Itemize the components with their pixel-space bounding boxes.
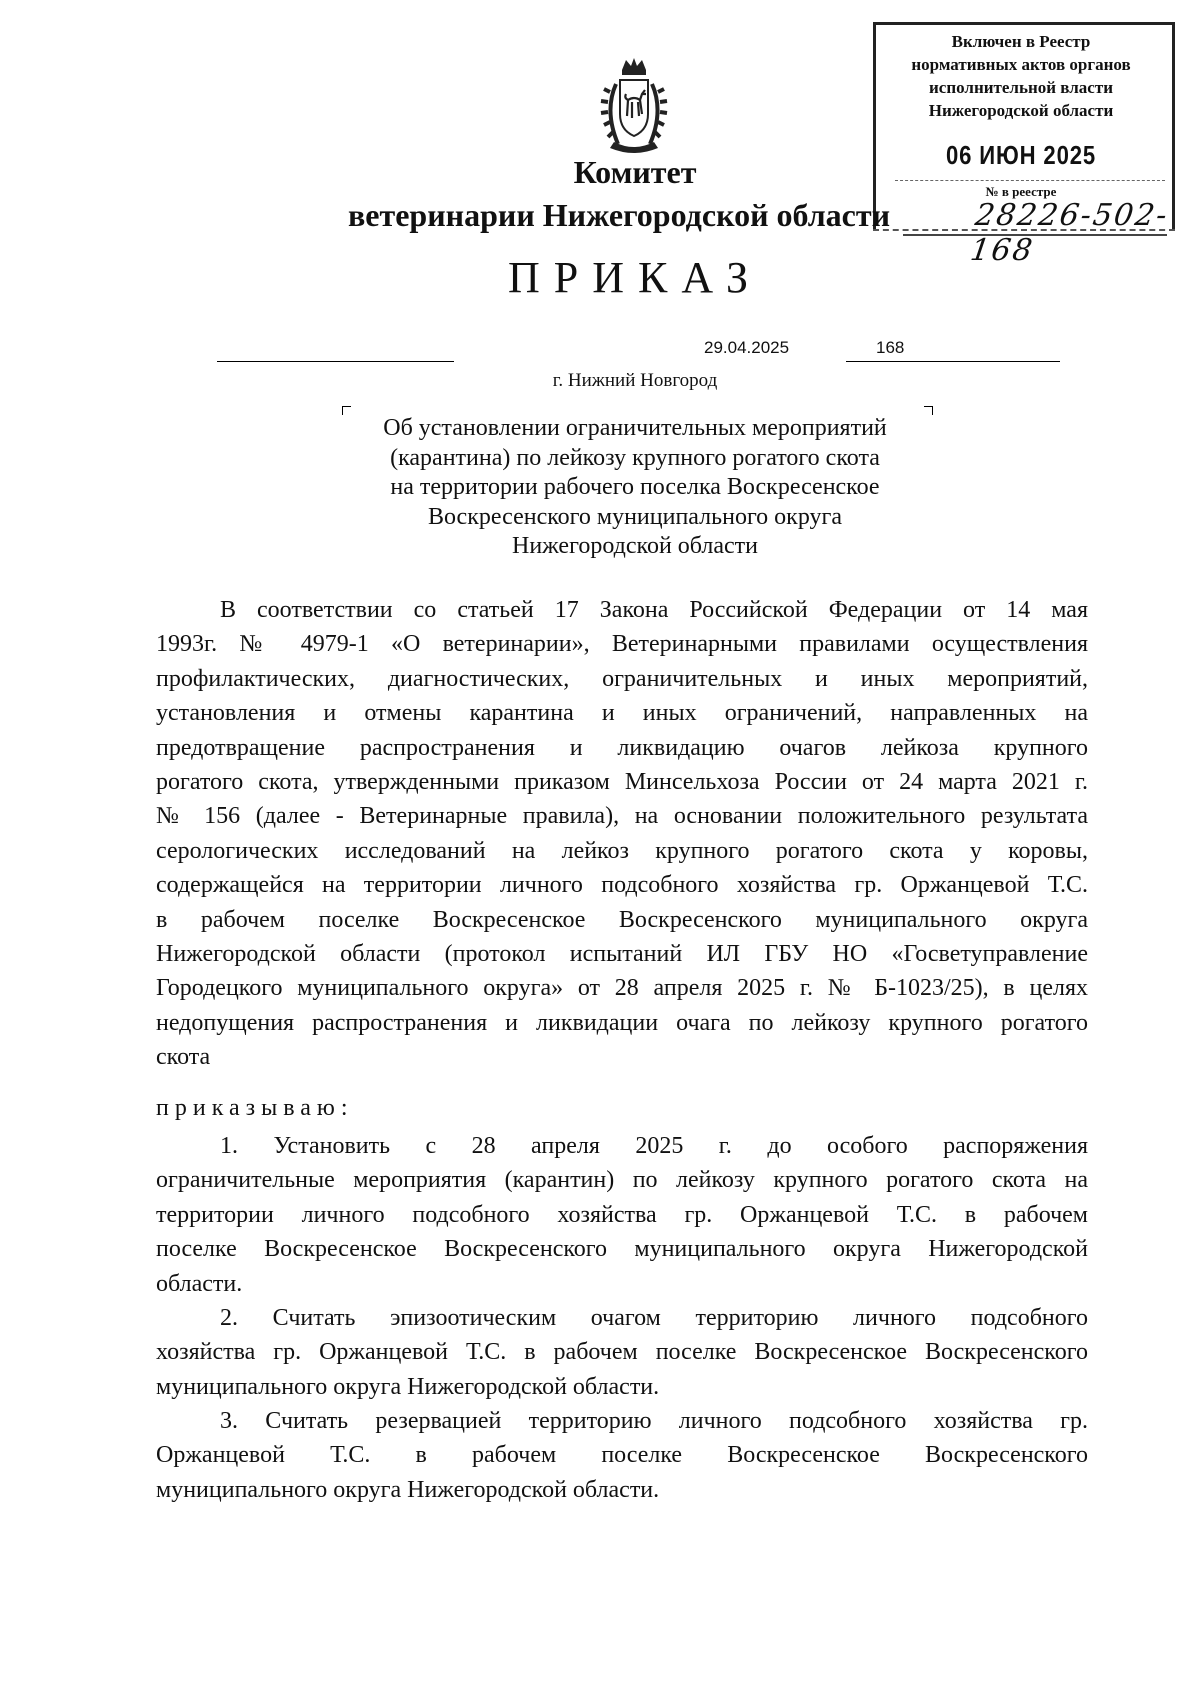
preamble-line: Городецкого муниципального округа» от 28 апреля 2025 г. № Б-1023/25), в целях <box>156 975 1088 1002</box>
order-item-1 <box>156 1129 1088 1301</box>
item-line: 2. Считать эпизоотическим очагом территорию личного подсобного <box>220 1305 1088 1331</box>
order-item-2 <box>156 1301 1088 1404</box>
document-number: 168 <box>876 338 905 357</box>
preamble-line: серологических исследований на лейкоз крупного рогатого скота у коровы, <box>156 837 1088 864</box>
stamp-registry-label: № в реестре <box>985 184 1057 199</box>
document-date: 29.04.2025 <box>704 338 790 357</box>
preamble-line: недопущения распространения и ликвидации очага по лейкозу крупного рогатого <box>156 1009 1088 1036</box>
item-line: области. <box>156 1270 243 1297</box>
item-line: хозяйства гр. Оржанцевой Т.С. в рабочем поселке Воскресенское Воскресенского <box>156 1339 1088 1366</box>
preamble-line: № 156 (далее - Ветеринарные правила), на основании положительного результата <box>156 803 1088 830</box>
heading-line: (карантина) по лейкозу крупного рогатого скота <box>390 444 880 471</box>
item-line: муниципального округа Нижегородской области. <box>156 1373 660 1400</box>
document-heading <box>300 414 970 562</box>
stamp-line-2: нормативных актов органов <box>911 55 1131 74</box>
preamble-paragraph <box>156 593 1088 1074</box>
preamble-line: рогатого скота, утвержденными приказом Минсельхоза России от 24 марта 2021 г. <box>156 768 1088 795</box>
coat-of-arms-emblem <box>598 56 670 156</box>
order-word: приказываю: <box>156 1095 354 1121</box>
item-line: поселке Воскресенское Воскресенского муниципального округа Нижегородской <box>156 1236 1088 1263</box>
preamble-line: профилактических, диагностических, ограничительных и иных мероприятий, <box>156 665 1088 692</box>
preamble-line: скота <box>156 1044 211 1071</box>
order-item-3 <box>156 1404 1088 1507</box>
item-line: муниципального округа Нижегородской области. <box>156 1476 660 1503</box>
stamp-line-1: Включен в Реестр <box>951 32 1091 51</box>
heading-line: Об установлении ограничительных мероприятий <box>383 415 887 441</box>
stamp-date: 06 ИЮН 2025 <box>945 140 1096 170</box>
org-name-line-1: Комитет <box>573 154 697 190</box>
preamble-line: 1993г. № 4979-1 «О ветеринарии», Ветеринарными правилами осуществления <box>156 631 1088 658</box>
heading-line: Воскресенского муниципального округа <box>427 503 843 530</box>
document-city: г. Нижний Новгород <box>552 370 718 391</box>
item-line: ограничительные мероприятия (карантин) по лейкозу крупного рогатого скота на <box>156 1167 1088 1194</box>
item-line: 3. Считать резервацией территорию личного подсобного хозяйства гр. <box>220 1408 1088 1434</box>
preamble-line: В соответствии со статьей 17 Закона Российской Федерации от 14 мая <box>220 597 1088 623</box>
org-name-line-2: ветеринарии Нижегородской области <box>348 197 891 233</box>
date-underline <box>217 361 454 362</box>
preamble-line: в рабочем поселке Воскресенское Воскресенского муниципального округа <box>156 906 1088 933</box>
preamble-line: содержащейся на территории личного подсобного хозяйства гр. Оржанцевой Т.С. <box>156 872 1088 899</box>
preamble-line: установления и отмены карантина и иных ограничений, направленных на <box>156 700 1088 727</box>
document-type-title: ПРИКАЗ <box>507 253 763 302</box>
heading-line: на территории рабочего поселка Воскресенское <box>390 474 880 500</box>
stamp-line-4: Нижегородской области <box>928 101 1114 120</box>
item-line: 1. Установить с 28 апреля 2025 г. до особого распоряжения <box>220 1133 1088 1159</box>
heading-line: Нижегородской области <box>511 533 759 559</box>
stamp-line-3: исполнительной власти <box>929 78 1113 97</box>
preamble-line: предотвращение распространения и ликвидацию очагов лейкоза крупного <box>156 734 1088 761</box>
item-line: территории личного подсобного хозяйства гр. Оржанцевой Т.С. в рабочем <box>156 1201 1088 1228</box>
preamble-line: Нижегородской области (протокол испытаний ИЛ ГБУ НО «Госветуправление <box>156 940 1088 967</box>
stamp-registry-number: 28226-502-168 <box>968 198 1171 268</box>
number-underline <box>846 361 1060 362</box>
stamp-underline <box>903 234 1167 236</box>
registry-stamp <box>873 22 1175 268</box>
item-line: Оржанцевой Т.С. в рабочем поселке Воскресенское Воскресенского <box>156 1442 1088 1469</box>
